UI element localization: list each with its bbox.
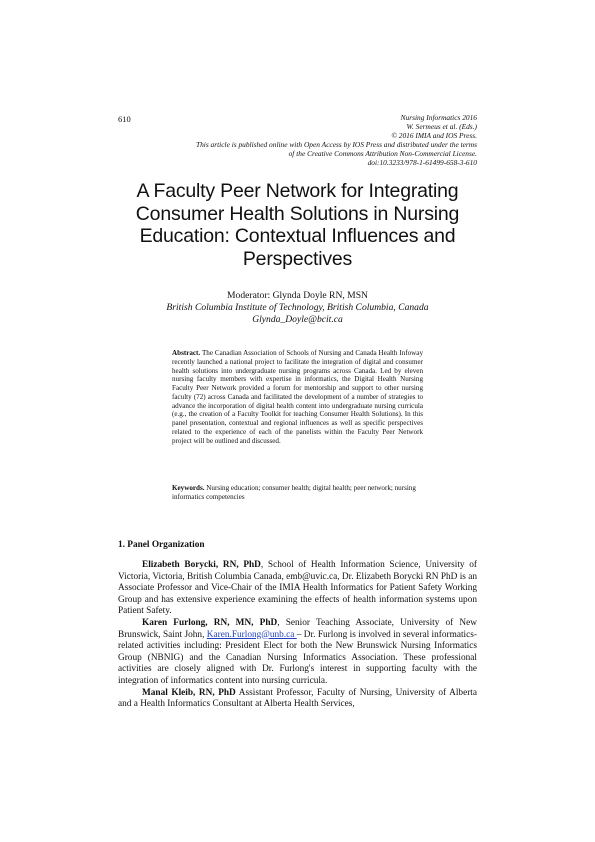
author-block xyxy=(118,290,477,325)
paragraph-text: , Senior Teaching Associate, University of New Brunswick, Saint John, xyxy=(118,617,477,640)
moderator: Moderator: Glynda Doyle RN, MSN xyxy=(227,290,368,301)
title-line: Consumer Health Solutions in Nursing xyxy=(135,202,460,225)
paragraph xyxy=(118,560,477,618)
keywords-text: Nursing education; consumer health; digital health; peer network; nursing informatics competencies xyxy=(172,484,416,501)
title-line: A Faculty Peer Network for Integrating xyxy=(136,180,459,202)
title-line: Education: Contextual Influences and xyxy=(139,225,456,247)
panelist-name: Manal Kleib, RN, PhD xyxy=(142,687,236,698)
affiliation: British Columbia Institute of Technology, British Columbia, Canada xyxy=(166,301,429,313)
paragraph xyxy=(118,688,477,711)
email-link[interactable]: Karen.Furlong@unb.ca xyxy=(206,629,297,640)
header-line: W. Sermeus et al. (Eds.) xyxy=(406,122,477,132)
header-line: Nursing Informatics 2016 xyxy=(400,113,477,122)
header-line: © 2016 IMIA and IOS Press. xyxy=(391,131,477,141)
panelist-name: Elizabeth Borycki, RN, PhD xyxy=(142,560,261,570)
paragraph-text: , School of Health Information Science, University of Victoria, Victoria, British Columbia Canada, emb@uvic.ca, Dr. Elizabeth Borycki RN PhD is an Associate Professor and Vice-Chair of the IMIA Health Informatics for Patient Safety Working Group and has extensive experience examining the effects of health information systems upon Patient Safety. xyxy=(118,560,477,617)
section-heading: 1. Panel Organization xyxy=(118,540,205,550)
keywords xyxy=(172,484,423,502)
header-line: This article is published online with Open Access by IOS Press and distributed under the terms xyxy=(195,140,477,150)
title-line: Perspectives xyxy=(242,247,353,270)
abstract-label: Abstract. xyxy=(172,349,201,357)
paragraph xyxy=(118,618,477,688)
header-line: of the Creative Commons Attribution Non-Commercial License. xyxy=(288,149,477,159)
author-email[interactable]: Glynda_Doyle@bcit.ca xyxy=(252,313,343,325)
paragraph-text: Assistant Professor, Faculty of Nursing, University of Alberta and a Health Informatics Consultant at Alberta Health Services, xyxy=(118,687,477,710)
body-text xyxy=(118,560,477,711)
page-number: 610 xyxy=(118,114,131,124)
paper-title xyxy=(118,180,477,270)
keywords-label: Keywords. xyxy=(172,484,205,492)
publication-header xyxy=(117,113,477,168)
header-line: doi:10.3233/978-1-61499-658-3-610 xyxy=(367,158,477,168)
abstract-text: The Canadian Association of Schools of Nursing and Canada Health Infoway recently launched a national project to facilitate the integration of digital and consumer health solutions into undergraduate nursing programs across Canada. Led by eleven nursing faculty members with expertise in informatics, the Digital Health Nursing Faculty Peer Network provided a forum for mentorship and support to other nursing faculty (72) across Canada and facilitated the development of a number of strategies to advance the incorporation of digital health content into undergraduate nursing curricula (e.g., the creation of a Faculty Toolkit for teaching Consumer Health Solutions). In this panel presentation, contextual and regional influences as well as specific perspectives related to the experience of each of the panelists within the Faculty Peer Network project will be outlined and discussed. xyxy=(172,349,423,445)
paragraph-text: – Dr. Furlong is involved in several informatics-related activities including: President Elect for both the New Brunswick Nursing Informatics Group (NBNIG) and the Canadian Nursing Informatics Association. These professional activities are closely aligned with Dr. Furlong's interest in supporting faculty with the integration of informatics content into nursing curricula. xyxy=(118,629,477,686)
panelist-name: Karen Furlong, RN, MN, PhD xyxy=(142,617,278,628)
abstract xyxy=(172,349,423,445)
